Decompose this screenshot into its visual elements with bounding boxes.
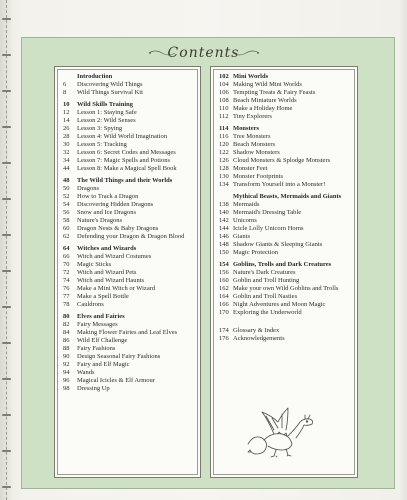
toc-entry-title: Fairy Fashions: [77, 345, 116, 352]
toc-entry-title: Monster Footprints: [233, 173, 284, 180]
toc-entry-title: Making Flower Fairies and Leaf Elves: [77, 329, 178, 336]
binding-stitch: [2, 270, 11, 272]
toc-entry: [63, 277, 196, 285]
toc-entry-title: Lesson 8: Make a Magical Spell Book: [77, 165, 177, 172]
toc-page-number: 92: [63, 361, 70, 368]
toc-page-number: 76: [63, 285, 70, 292]
toc-entry: [63, 125, 196, 133]
binding-stitch: [2, 342, 11, 344]
toc-entry: [63, 157, 196, 165]
toc-entry-title: Cauldrons: [77, 301, 104, 308]
toc-entry: [219, 285, 353, 293]
toc-page-number: 82: [63, 321, 70, 328]
toc-entry-title: Shadow Monsters: [233, 149, 280, 156]
toc-entry-title: The Wild Things and their Worlds: [77, 177, 173, 184]
toc-entry-title: Making Wild Mini Worlds: [233, 81, 302, 88]
binding-stitch: [2, 306, 11, 308]
toc-entry-title: Icicle Lolly Unicorn Horns: [233, 225, 304, 232]
toc-entry-title: Make your own Wild Goblins and Trolls: [233, 285, 339, 292]
toc-page-number: 170: [219, 309, 229, 316]
toc-entry-title: Fairy and Elf Magic: [77, 361, 130, 368]
toc-entry: [63, 293, 196, 301]
toc-entry-title: Giants: [233, 233, 250, 240]
toc-entry: [219, 97, 353, 105]
toc-entry: [63, 261, 196, 269]
toc-entry: [63, 361, 196, 369]
toc-section-heading: [219, 125, 353, 133]
toc-entry-title: Witch and Wizard Costumes: [77, 253, 152, 260]
binding-stitch: [2, 162, 11, 164]
toc-list-left: [63, 73, 196, 393]
toc-entry: [219, 269, 353, 277]
toc-page-number: 134: [219, 181, 229, 188]
toc-page-number: 104: [219, 81, 229, 88]
toc-list-right: [219, 73, 353, 343]
toc-page-number: 164: [219, 293, 229, 300]
binding-stitch: [2, 198, 11, 200]
toc-entry-title: Lesson 3: Spying: [77, 125, 123, 132]
toc-page-number: 98: [63, 385, 70, 392]
toc-entry: [63, 133, 196, 141]
toc-page-number: 62: [63, 233, 70, 240]
toc-entry: [63, 377, 196, 385]
toc-page-number: 108: [219, 97, 229, 104]
toc-entry-title: Cloud Monsters & Splodge Monsters: [233, 157, 331, 164]
toc-entry-title: Make a Spell Bottle: [77, 293, 129, 300]
toc-entry: [219, 81, 353, 89]
toc-entry: [219, 293, 353, 301]
toc-entry: [219, 173, 353, 181]
contents-column-left: [54, 66, 201, 478]
toc-entry: [63, 81, 196, 89]
toc-entry-title: Goblins, Trolls and Dark Creatures: [233, 261, 332, 268]
toc-entry-title: Glossary & Index: [233, 327, 280, 334]
toc-entry: [63, 233, 196, 241]
toc-section-heading: [63, 177, 196, 185]
toc-page-number: 122: [219, 149, 229, 156]
toc-page-number: 90: [63, 353, 70, 360]
toc-entry: [63, 165, 196, 173]
toc-entry-title: Lesson 6: Secret Codes and Messages: [77, 149, 176, 156]
toc-section-heading: [63, 245, 196, 253]
toc-entry-title: Acknowledgements: [233, 335, 285, 342]
toc-entry: [63, 89, 196, 97]
toc-page-number: 56: [63, 209, 70, 216]
toc-entry: [63, 253, 196, 261]
toc-page-number: 30: [63, 141, 70, 148]
toc-page-number: 96: [63, 377, 70, 384]
toc-entry-title: Exploring the Underworld: [233, 309, 302, 316]
toc-entry-title: Discovering Wild Things: [77, 81, 143, 88]
toc-entry-title: Magic Protection: [233, 249, 278, 256]
toc-entry-title: Lesson 4: Wild World Imagination: [77, 133, 167, 140]
toc-entry: [63, 225, 196, 233]
toc-entry-title: Design Seasonal Fairy Fashions: [77, 353, 161, 360]
toc-entry: [219, 201, 353, 209]
toc-entry: [63, 321, 196, 329]
toc-section-heading: [219, 73, 353, 81]
toc-entry-title: Witches and Wizards: [77, 245, 137, 252]
toc-entry-title: Wild Skills Training: [77, 101, 133, 108]
toc-page-number: 50: [63, 185, 70, 192]
binding-stitch: [2, 414, 11, 416]
toc-page-number: 166: [219, 301, 229, 308]
toc-page-number: 48: [63, 177, 70, 184]
toc-page-number: 6: [63, 81, 67, 88]
toc-entry: [63, 149, 196, 157]
toc-page-number: 154: [219, 261, 229, 268]
toc-entry-title: Snow and Ice Dragons: [77, 209, 137, 216]
toc-entry: [63, 345, 196, 353]
toc-entry: [63, 117, 196, 125]
toc-entry: [63, 109, 196, 117]
toc-entry-title: Witch and Wizard Haunts: [77, 277, 145, 284]
toc-page-number: 8: [63, 89, 67, 96]
toc-page-number: 86: [63, 337, 70, 344]
toc-entry: [219, 89, 353, 97]
toc-page-number: 28: [63, 133, 70, 140]
toc-entry: [63, 353, 196, 361]
toc-entry: [63, 217, 196, 225]
toc-entry-title: Dragon Nests & Baby Dragons: [77, 225, 159, 232]
toc-page-number: 88: [63, 345, 70, 352]
toc-page-number: 162: [219, 285, 229, 292]
toc-entry-title: Night Adventures and Moon Magic: [233, 301, 326, 308]
toc-entry: [219, 225, 353, 233]
toc-entry: [63, 269, 196, 277]
toc-entry: [63, 285, 196, 293]
toc-page-number: 70: [63, 261, 70, 268]
toc-section-heading: [63, 73, 196, 81]
toc-page-number: 128: [219, 165, 229, 172]
toc-section-heading: [219, 193, 353, 201]
toc-entry: [219, 241, 353, 249]
binding-stitch: [2, 18, 11, 20]
toc-entry: [219, 233, 353, 241]
toc-entry-title: Introduction: [77, 73, 113, 80]
toc-entry-title: Make a Holiday Home: [233, 105, 293, 112]
toc-entry-title: Wands: [77, 369, 95, 376]
toc-entry-title: Lesson 7: Magic Spells and Potions: [77, 157, 170, 164]
toc-page-number: 80: [63, 313, 70, 320]
toc-page-number: 150: [219, 249, 229, 256]
toc-entry: [219, 181, 353, 189]
toc-entry-title: Goblin and Troll Hunting: [233, 277, 300, 284]
toc-page-number: 156: [219, 269, 229, 276]
toc-entry-title: Dragons: [77, 185, 100, 192]
toc-page-number: [219, 193, 233, 201]
toc-section-heading: [63, 313, 196, 321]
toc-entry-title: Witch and Wizard Pets: [77, 269, 137, 276]
toc-entry-title: Magic Sticks: [77, 261, 112, 268]
binding-stitch: [2, 234, 11, 236]
toc-page-number: 77: [63, 293, 70, 300]
binding-stitch: [2, 126, 11, 128]
toc-page-number: 102: [219, 73, 229, 80]
toc-page-number: 140: [219, 209, 229, 216]
toc-entry: [63, 337, 196, 345]
toc-entry: [63, 185, 196, 193]
toc-entry-title: Fairy Messages: [77, 321, 118, 328]
toc-entry: [219, 317, 353, 327]
toc-page-number: 130: [219, 173, 229, 180]
toc-entry: [63, 385, 196, 393]
toc-entry-title: How to Track a Dragon: [77, 193, 139, 200]
toc-page-number: 112: [219, 113, 229, 120]
toc-entry: [219, 327, 353, 335]
toc-page-number: [63, 73, 77, 81]
toc-entry: [219, 249, 353, 257]
toc-entry: [219, 309, 353, 317]
toc-entry: [63, 193, 196, 201]
toc-entry-title: Transform Yourself into a Monster!: [233, 181, 326, 188]
toc-entry-title: Defending your Dragon & Dragon Blood: [77, 233, 185, 240]
toc-entry: [219, 105, 353, 113]
binding-stitch: [2, 378, 11, 380]
toc-page-number: 84: [63, 329, 70, 336]
toc-section-heading: [219, 261, 353, 269]
toc-page-number: 120: [219, 141, 229, 148]
toc-entry-title: Discovering Hidden Dragons: [77, 201, 154, 208]
toc-entry: [63, 301, 196, 309]
toc-page-number: 74: [63, 277, 70, 284]
toc-entry: [219, 133, 353, 141]
toc-entry: [219, 301, 353, 309]
toc-page-number: 34: [63, 157, 70, 164]
toc-page-number: 14: [63, 117, 70, 124]
toc-entry: [219, 209, 353, 217]
toc-entry-title: Tempting Treats & Fairy Feasts: [233, 89, 316, 96]
toc-entry: [63, 141, 196, 149]
toc-entry: [63, 201, 196, 209]
toc-entry: [219, 141, 353, 149]
toc-entry-title: Tree Monsters: [233, 133, 271, 140]
toc-page-number: 116: [219, 133, 229, 140]
toc-entry-title: Tiny Explorers: [233, 113, 272, 120]
page-title: Contents: [167, 45, 240, 61]
toc-entry-title: Beach Monsters: [233, 141, 276, 148]
spine-shadow: [0, 0, 14, 500]
toc-entry-title: Wild Things Survival Kit: [77, 89, 143, 96]
toc-page-number: 176: [219, 335, 229, 342]
toc-entry-title: Shadow Giants & Sleeping Giants: [233, 241, 323, 248]
toc-page-number: 44: [63, 165, 70, 172]
toc-entry-title: Nature's Dragons: [77, 217, 123, 224]
toc-page-number: 54: [63, 201, 70, 208]
toc-page-number: 64: [63, 245, 70, 252]
toc-entry: [219, 157, 353, 165]
toc-entry-title: Nature's Dark Creatures: [233, 269, 296, 276]
toc-entry-title: Mermaid's Dressing Table: [233, 209, 302, 216]
toc-entry-title: Mini Worlds: [233, 73, 269, 80]
toc-page-number: 174: [219, 327, 229, 334]
toc-entry-title: Mermaids: [233, 201, 260, 208]
toc-page-number: 144: [219, 225, 229, 232]
toc-entry-title: Lesson 5: Tracking: [77, 141, 127, 148]
toc-page-number: 32: [63, 149, 70, 156]
toc-page-number: 52: [63, 193, 70, 200]
toc-entry: [219, 165, 353, 173]
toc-entry: [63, 329, 196, 337]
toc-page-number: 114: [219, 125, 229, 132]
toc-page-number: 78: [63, 301, 70, 308]
toc-page-number: 126: [219, 157, 229, 164]
toc-entry: [219, 277, 353, 285]
toc-entry-title: Goblin and Troll Nasties: [233, 293, 298, 300]
toc-page-number: 148: [219, 241, 229, 248]
toc-section-heading: [63, 101, 196, 109]
toc-page-number: 60: [63, 225, 70, 232]
toc-entry: [63, 209, 196, 217]
toc-entry-title: Monster Feet: [233, 165, 268, 172]
toc-page-number: 110: [219, 105, 229, 112]
toc-page-number: 160: [219, 277, 229, 284]
toc-entry-title: Elves and Fairies: [77, 313, 125, 320]
binding-stitch: [2, 450, 11, 452]
toc-entry-title: Lesson 1: Staying Safe: [77, 109, 137, 116]
binding-stitch: [2, 486, 11, 488]
toc-entry-title: Beach Miniature Worlds: [233, 97, 297, 104]
toc-entry: [219, 113, 353, 121]
toc-entry-title: Lesson 2: Wild Senses: [77, 117, 136, 124]
toc-entry-title: Wild Elf Challenge: [77, 337, 128, 344]
toc-entry-title: Mythical Beasts, Mermaids and Giants: [233, 193, 342, 200]
toc-page-number: 66: [63, 253, 70, 260]
toc-entry: [219, 149, 353, 157]
binding-stitch: [2, 90, 11, 92]
toc-page-number: 10: [63, 101, 70, 108]
dragon-illustration-icon: [244, 404, 318, 460]
toc-entry-title: Dressing Up: [77, 385, 110, 392]
toc-page-number: 142: [219, 217, 229, 224]
toc-entry: [219, 335, 353, 343]
toc-page-number: 106: [219, 89, 229, 96]
toc-entry-title: Unicorns: [233, 217, 257, 224]
toc-page-number: 12: [63, 109, 70, 116]
toc-entry-title: Make a Mini Witch or Wizard: [77, 285, 156, 292]
toc-page-number: 94: [63, 369, 70, 376]
binding-stitch-line: [6, 0, 7, 500]
toc-page-number: 72: [63, 269, 70, 276]
toc-page-number: 26: [63, 125, 70, 132]
toc-entry: [63, 369, 196, 377]
toc-entry-title: Monsters: [233, 125, 259, 132]
title-flourish-right-icon: [232, 49, 260, 57]
toc-page-number: 146: [219, 233, 229, 240]
toc-page-number: 58: [63, 217, 70, 224]
toc-page-number: 138: [219, 201, 229, 208]
toc-entry-title: Magical Icicles & Elf Armour: [77, 377, 155, 384]
toc-entry: [219, 217, 353, 225]
